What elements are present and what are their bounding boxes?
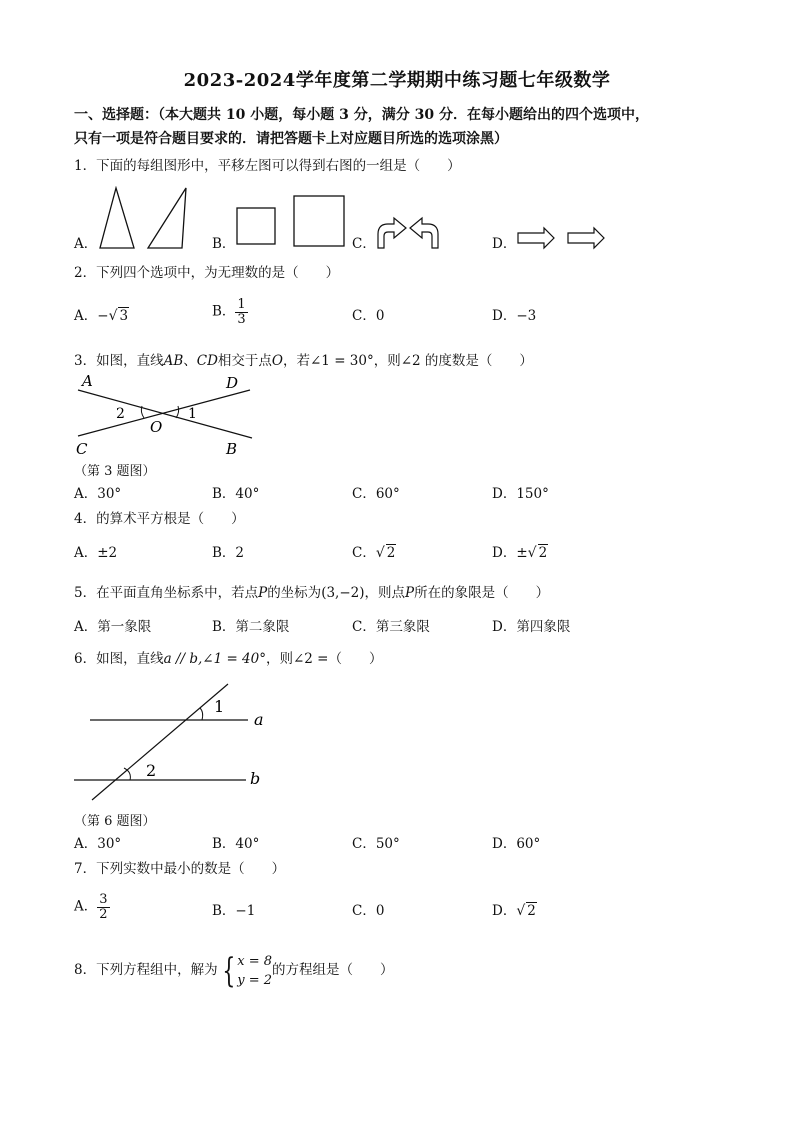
question-4: 4．的算术平方根是（ ） [74, 511, 245, 527]
q6-option-c: C．50° [352, 836, 400, 852]
page-title: 2023-2024学年度第二学期期中练习题七年级数学 [183, 70, 611, 91]
q1-option-c-figure [372, 214, 444, 254]
q4-option-b: B．2 [212, 545, 245, 561]
q6-option-a: A．30° [74, 836, 122, 852]
q3-option-c: C．60° [352, 486, 400, 502]
q7-option-a: A． $\frac{3}{2}$ [74, 892, 108, 922]
q1-option-d-label: D． [492, 236, 517, 252]
question-6: 6．如图，直线a // b,∠1 = 40°，则∠2 =（ ） [74, 651, 383, 667]
q1-option-b-label: B． [212, 236, 236, 252]
q4-option-c: C．√ 2 [352, 545, 396, 561]
q3-option-d: D．150° [492, 486, 549, 502]
q3-label-c: C [76, 440, 88, 458]
q2-option-b: B． $\frac{1}{3}$ [212, 297, 246, 327]
q6-option-d: D．60° [492, 836, 541, 852]
q2-option-a: A．−√ 3 [74, 308, 129, 324]
section-heading-line1: 一、选择题：（本大题共 10 小题，每小题 3 分，满分 30 分．在每小题给出的四个选项中， [74, 107, 649, 123]
question-3: 3．如图，直线AB、CD相交于点O，若∠1 = 30°，则∠2 的度数是（ ） [74, 353, 533, 369]
q6-line-b: b [250, 769, 261, 788]
q7-option-b: B．−1 [212, 903, 256, 919]
q7-option-c: C．0 [352, 903, 385, 919]
question-2: 2．下列四个选项中，为无理数的是（ ） [74, 265, 340, 281]
q6-angle-2: 2 [146, 761, 157, 780]
q2-option-c: C．0 [352, 308, 385, 324]
q4-option-a: A．±2 [74, 545, 118, 561]
q5-option-d: D．第四象限 [492, 619, 571, 635]
q3-option-b: B．40° [212, 486, 260, 502]
q5-option-b: B．第二象限 [212, 619, 290, 635]
q3-option-a: A．30° [74, 486, 122, 502]
q3-angle-2: 2 [116, 406, 125, 422]
q5-option-a: A．第一象限 [74, 619, 152, 635]
q3-label-o: O [150, 418, 163, 436]
q2-option-d: D．−3 [492, 308, 537, 324]
section-heading [74, 103, 734, 151]
question-1: 1．下面的每组图形中，平移左图可以得到右图的一组是（ ） [74, 158, 461, 174]
q1-option-b-figure [234, 194, 350, 252]
q3-angle-1: 1 [188, 406, 197, 422]
q6-figure [70, 680, 270, 804]
q6-angle-1: 1 [214, 697, 225, 716]
question-7: 7．下列实数中最小的数是（ ） [74, 861, 286, 877]
q1-option-c-label: C． [352, 236, 376, 252]
q7-option-d: D．√ 2 [492, 903, 536, 919]
section-heading-line2: 只有一项是符合题目要求的．请把答题卡上对应题目所选的选项涂黑） [74, 131, 508, 147]
question-8: 8．下列方程组中，解为 { x = 8 y = 2 的方程组是（ ） [74, 950, 394, 991]
q3-label-d: D [226, 374, 239, 392]
q1-option-a-figure [96, 186, 196, 252]
q6-option-b: B．40° [212, 836, 260, 852]
q1-option-d-figure [516, 226, 608, 250]
q4-option-d: D．±√ 2 [492, 545, 548, 561]
q5-option-c: C．第三象限 [352, 619, 430, 635]
q6-line-a: a [254, 710, 264, 729]
question-5: 5．在平面直角坐标系中，若点P的坐标为(3,−2)，则点P所在的象限是（ ） [74, 585, 550, 601]
q3-label-a: A [82, 372, 93, 390]
q3-figure [70, 370, 260, 458]
q3-caption: （第 3 题图） [74, 464, 156, 479]
q1-option-a-label: A． [74, 236, 98, 252]
q6-caption: （第 6 题图） [74, 814, 156, 829]
q3-label-b: B [226, 440, 238, 458]
